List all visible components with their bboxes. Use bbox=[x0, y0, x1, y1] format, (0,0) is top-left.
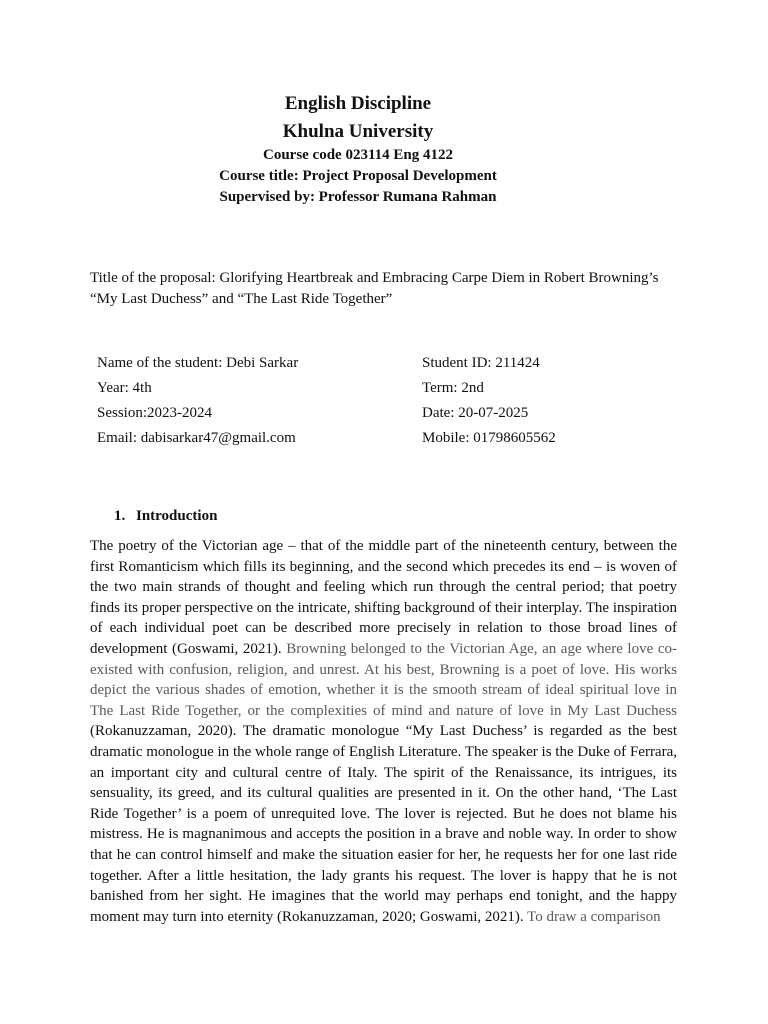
section-heading-introduction bbox=[114, 506, 217, 526]
intro-text-1: The poetry of the Victorian age – that of the middle part of the nineteenth century, between the first Romanticism which fills its beginning, and the second which precedes its end – is woven of the two main strands of thought and feeling which run through the central period; that poetry finds its proper perspective on the intricate, shifting background of their interplay. The inspiration of each individual poet can be described more precisely in relation to those broad lines of development (Goswami, 2021). bbox=[90, 538, 677, 657]
student-email: Email: dabisarkar47@gmail.com bbox=[97, 430, 296, 446]
student-year: Year: 4th bbox=[97, 380, 152, 396]
submission-date: Date: 20-07-2025 bbox=[422, 405, 529, 421]
student-session: Session:2023-2024 bbox=[97, 405, 213, 421]
introduction-paragraph bbox=[90, 536, 677, 927]
supervisor-line: Supervised by: Professor Rumana Rahman bbox=[219, 189, 497, 205]
course-title: Course title: Project Proposal Development bbox=[219, 168, 497, 184]
student-term: Term: 2nd bbox=[422, 380, 484, 396]
student-id: Student ID: 211424 bbox=[422, 355, 540, 371]
proposal-title: Title of the proposal: Glorifying Heartbreak and Embracing Carpe Diem in Robert Browning’s “My Last Duchess” and “The Last Ride Together” bbox=[90, 270, 659, 307]
course-code: Course code 023114 Eng 4122 bbox=[262, 147, 453, 163]
section-number: 1. bbox=[114, 508, 126, 524]
university-heading: Khulna University bbox=[282, 121, 434, 142]
intro-text-grey-2: To draw a comparison bbox=[527, 908, 661, 925]
discipline-heading: English Discipline bbox=[284, 93, 432, 114]
student-mobile: Mobile: 01798605562 bbox=[422, 430, 556, 446]
intro-text-grey-1: Browning belonged to the Victorian Age, an age where love co-existed with confusion, religion, and unrest. At his best, Browning is a poet of love. His works depict the various shades of emotion, whether it is the smooth stream of ideal spiritual love in The Last Ride Together, or the complexities of mind and nature of love in My Last Duchess bbox=[90, 640, 677, 719]
intro-text-2: (Rokanuzzaman, 2020). The dramatic monologue “My Last Duchess’ is regarded as the best dramatic monologue in the whole range of English Literature. The speaker is the Duke of Ferrara, an important city and cultural centre of Italy. The spirit of the Renaissance, its intrigues, its sensuality, its greed, and its cultural qualities are presented in it. On the other hand, ‘The Last Ride Together’ is a poem of unrequited love. The lover is rejected. But he does not blame his mistress. He is magnanimous and accepts the position in a brave and noble way. In order to show that he can control himself and make the situation easier for her, he requests her for one last ride together. After a little hesitation, the lady grants his request. The lover is happy that he is not banished from her sight. He imagines that the world may perhaps end tonight, and the happy moment may turn into eternity (Rokanuzzaman, 2020; Goswami, 2021). bbox=[90, 723, 677, 925]
section-title: Introduction bbox=[136, 508, 218, 524]
student-name: Name of the student: Debi Sarkar bbox=[97, 355, 299, 371]
